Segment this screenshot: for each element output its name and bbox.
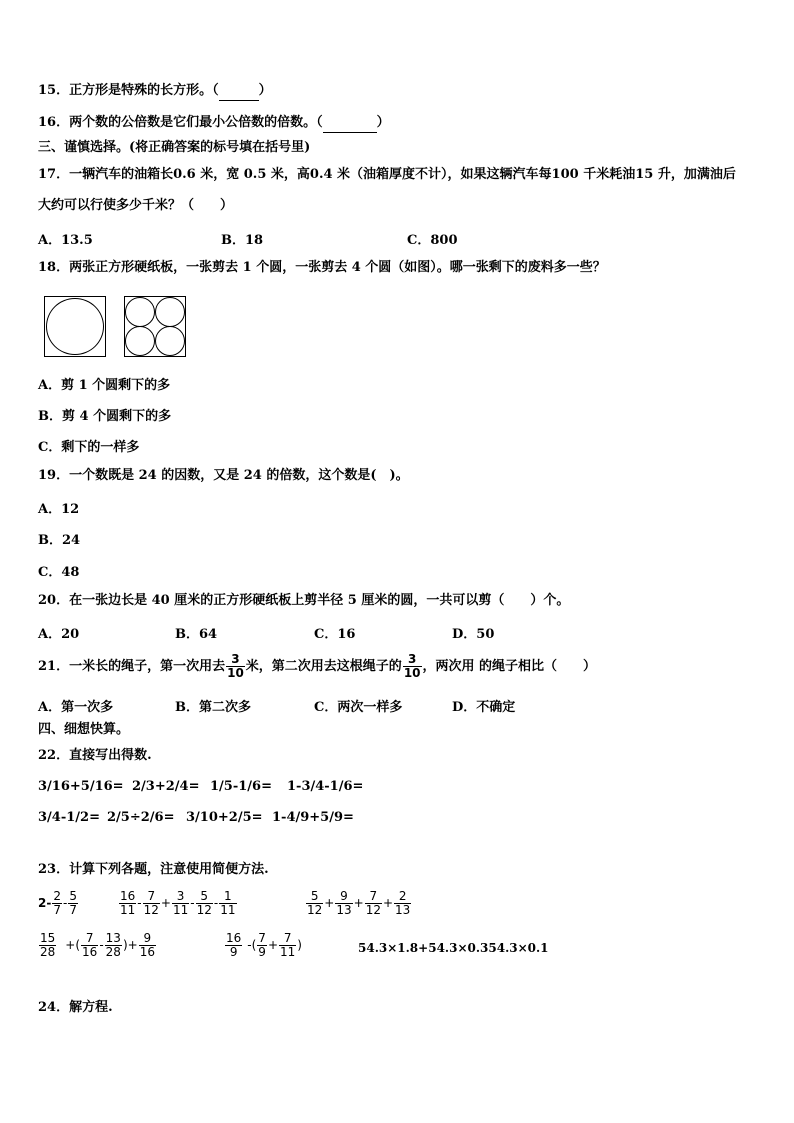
fraction: $\frac{5}{7}$	[69, 889, 77, 917]
fraction: $\frac{7}{11}$	[280, 931, 296, 959]
question-21: 21．一米长的绳子，第一次用去 $\frac{3}{10}$ 米，第二次用去这根绳子的 $\frac{3}{10}$ ，两次用 的绳子相比（ ）	[38, 652, 597, 680]
q17-option-c[interactable]: C．800	[407, 233, 458, 248]
section-4-heading: 四、细想快算。	[38, 722, 130, 737]
q17-option-b[interactable]: B．18	[221, 233, 264, 248]
q21-option-b[interactable]: B．第二次多	[175, 700, 251, 715]
mental-math-item: 3/4-1/2=	[38, 810, 100, 825]
answer-blank[interactable]	[323, 114, 377, 133]
q18-option-a[interactable]: A．剪 1 个圆剩下的多	[38, 378, 171, 393]
fraction: $\frac{7}{12}$	[365, 889, 381, 917]
mental-math-item: 1/5-1/6=	[210, 779, 272, 794]
fraction: $\frac{13}{28}$	[105, 931, 121, 959]
fraction: $\frac{7}{16}$	[82, 931, 98, 959]
q18-option-b[interactable]: B．剪 4 个圆剩下的多	[38, 409, 172, 424]
q20-option-b[interactable]: B．64	[175, 627, 218, 642]
fraction: $\frac{9}{13}$	[336, 889, 352, 917]
question-24: 24．解方程.	[38, 1000, 113, 1015]
question-20: 20．在一张边长是 40 厘米的正方形硬纸板上剪半径 5 厘米的圆，一共可以剪（ ）个。	[38, 593, 570, 608]
fraction: $\frac{9}{16}$	[139, 931, 155, 959]
q19-option-b[interactable]: B．24	[38, 533, 81, 548]
question-19: 19．一个数既是 24 的因数，又是 24 的倍数，这个数是( )。	[38, 468, 409, 483]
question-17-line2: 大约可以行使多少千米？（ ）	[38, 198, 234, 213]
fraction: $\frac{1}{11}$	[220, 889, 236, 917]
fraction: $\frac{2}{13}$	[395, 889, 411, 917]
question-17-line1: 17．一辆汽车的油箱长0.6 米，宽 0.5 米，高0.4 米（油箱厚度不计），如果这辆汽车每100 千米耗油15 升，加满油后	[38, 167, 736, 182]
fraction: $\frac{7}{12}$	[143, 889, 159, 917]
q21-option-c[interactable]: C．两次一样多	[314, 700, 403, 715]
expression-2: $\frac{16}{11}$ - $\frac{7}{12}$ + $\frac{3}{11}$ - $\frac{5}{12}$ - $\frac{1}{11}$	[120, 889, 236, 917]
mental-math-item: 1-3/4-1/6=	[287, 779, 364, 794]
fraction: $\frac{3}{10}$	[227, 652, 244, 680]
expression-4: $\frac{15}{28}$ +( $\frac{7}{16}$ - $\frac{13}{28}$ )+ $\frac{9}{16}$	[40, 931, 155, 959]
fraction: $\frac{5}{12}$	[307, 889, 323, 917]
fraction: $\frac{16}{11}$	[120, 889, 136, 917]
fraction: $\frac{5}{12}$	[196, 889, 212, 917]
expression-6: 54.3×1.8+54.3×0.354.3×0.1	[358, 941, 549, 955]
fraction: $\frac{15}{28}$	[40, 931, 56, 959]
expression-1: 2- $\frac{2}{7}$ - $\frac{5}{7}$	[38, 889, 77, 917]
section-3-heading: 三、谨慎选择。(将正确答案的标号填在括号里)	[38, 140, 311, 155]
q18-option-c[interactable]: C．剩下的一样多	[38, 440, 140, 455]
q20-option-a[interactable]: A．20	[38, 627, 80, 642]
fraction: $\frac{3}{10}$	[403, 652, 421, 680]
expression-3: $\frac{5}{12}$ + $\frac{9}{13}$ + $\frac{7}{12}$ + $\frac{2}{13}$	[307, 889, 411, 917]
q21-option-d[interactable]: D．不确定	[452, 700, 516, 715]
fraction: $\frac{16}{9}$	[226, 931, 242, 959]
q20-option-d[interactable]: D．50	[452, 627, 495, 642]
mental-math-item: 2/5÷2/6=	[107, 810, 175, 825]
question-18: 18．两张正方形硬纸板，一张剪去 1 个圆，一张剪去 4 个圆（如图）。哪一张剩下的废料多一些？	[38, 260, 606, 275]
question-23-title: 23．计算下列各题，注意使用简便方法.	[38, 862, 269, 877]
big-circle	[46, 298, 104, 355]
fraction: $\frac{3}{11}$	[172, 889, 189, 917]
small-circle	[125, 297, 155, 327]
mental-math-item: 3/16+5/16=	[38, 779, 124, 794]
q20-option-c[interactable]: C．16	[314, 627, 356, 642]
q21-option-a[interactable]: A．第一次多	[38, 700, 114, 715]
mental-math-item: 1-4/9+5/9=	[272, 810, 354, 825]
answer-blank[interactable]	[219, 82, 259, 101]
mental-math-item: 3/10+2/5=	[186, 810, 263, 825]
fraction: $\frac{7}{9}$	[258, 931, 266, 959]
small-circle	[155, 326, 185, 356]
q19-option-c[interactable]: C．48	[38, 565, 80, 580]
mental-math-item: 2/3+2/4=	[132, 779, 200, 794]
small-circle	[155, 297, 185, 327]
fraction: $\frac{2}{7}$	[53, 889, 61, 917]
expression-5: $\frac{16}{9}$ -( $\frac{7}{9}$ + $\frac{7}{11}$ )	[226, 931, 302, 959]
q17-option-a[interactable]: A．13.5	[38, 233, 93, 248]
small-circle	[125, 326, 155, 356]
question-16: 16．两个数的公倍数是它们最小公倍数的倍数。（ ）	[38, 114, 390, 133]
question-22-title: 22．直接写出得数.	[38, 748, 152, 763]
q19-option-a[interactable]: A．12	[38, 502, 80, 517]
question-15: 15．正方形是特殊的长方形。（ ）	[38, 82, 272, 101]
